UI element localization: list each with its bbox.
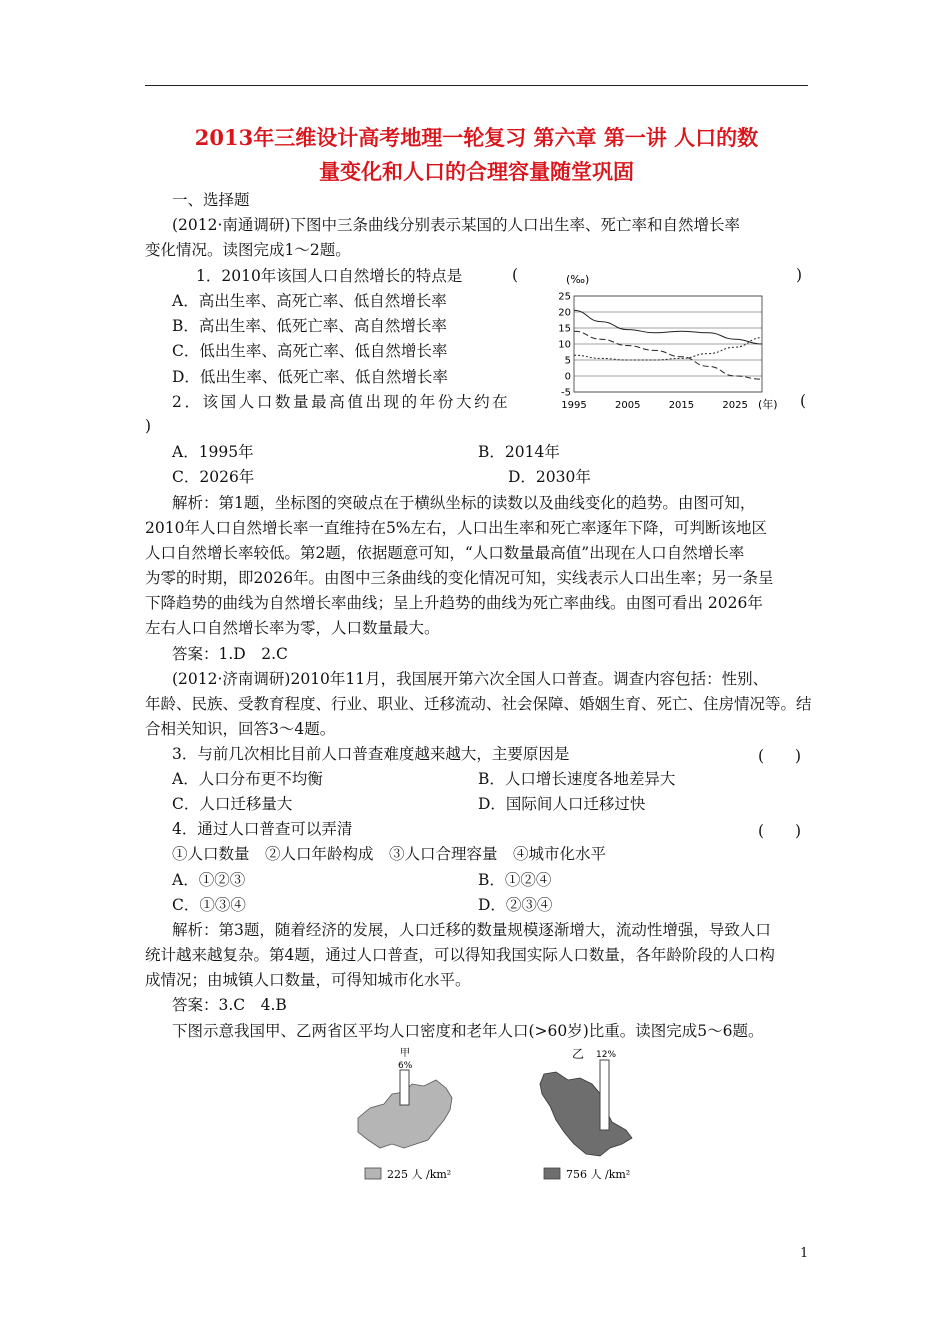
- chart-y-tick-label: 15: [558, 323, 571, 335]
- q34-answer: 答案：3.C 4.B: [172, 996, 287, 1014]
- q2-answer-open: (: [800, 392, 807, 410]
- q12-analysis-3: 人口自然增长率较低。第2题，依据题意可知，“人口数量最高值”出现在人口自然增长率: [145, 544, 745, 562]
- question-1: 1．2010年该国人口自然增长的特点是: [196, 267, 463, 285]
- chart-y-tick-label: -5: [561, 387, 571, 399]
- q12-analysis-2: 2010年人口自然增长率一直维持在5%左右，人口出生率和死亡率逐年下降，可判断该地区: [145, 519, 768, 537]
- chart-grid: [574, 296, 762, 392]
- chart-y-tick-label: 5: [564, 355, 571, 367]
- chart-y-tick-label: 20: [558, 307, 571, 319]
- chart-y-label: (‰): [566, 273, 590, 286]
- province-a-share: 6%: [398, 1061, 413, 1071]
- province-maps-figure: [340, 1040, 660, 1190]
- q3-option-b: B．人口增长速度各地差异大: [478, 770, 676, 788]
- q12-analysis-6: 左右人口自然增长率为零，人口数量最大。: [145, 619, 440, 637]
- q12-analysis-5: 下降趋势的曲线为自然增长率曲线；呈上升趋势的曲线为死亡率曲线。由图可看出 2026年: [145, 594, 763, 612]
- q2-option-a: A．1995年: [172, 443, 254, 461]
- province-b-name: 乙: [572, 1047, 585, 1061]
- province-a-legend-swatch: [365, 1168, 381, 1179]
- chart-y-tick-label: 25: [558, 291, 571, 303]
- chart-series-line: [574, 331, 762, 379]
- q34-analysis-2: 统计越来越复杂。第4题，通过人口普查，可以得知我国实际人口数量，各年龄阶段的人口构: [145, 946, 775, 964]
- header-rule: [145, 85, 808, 86]
- province-a-name: 甲: [400, 1048, 410, 1059]
- q1-option-d: D．低出生率、低死亡率、低自然增长率: [172, 368, 448, 386]
- q12-analysis-4: 为零的时期，即2026年。由图中三条曲线的变化情况可知，实线表示人口出生率；另一条呈: [145, 569, 774, 587]
- q12-intro-1: (2012·南通调研)下图中三条曲线分别表示某国的人口出生率、死亡率和自然增长率: [172, 216, 740, 234]
- q12-intro-2: 变化情况。读图完成1～2题。: [145, 241, 351, 259]
- q34-intro-3: 合相关知识，回答3～4题。: [145, 720, 336, 738]
- province-a-elderly-bar: [400, 1070, 409, 1105]
- birth-death-rate-chart: [540, 266, 803, 416]
- q4-option-b: B．①②④: [478, 871, 552, 889]
- q1-answer-open: (: [512, 266, 519, 284]
- question-2: 2．该国人口数量最高值出现的年份大约在: [172, 393, 511, 411]
- province-b-share: 12%: [596, 1050, 617, 1060]
- chart-y-ticks: [558, 292, 571, 399]
- chart-x-ticks: [561, 400, 748, 411]
- chart-x-label: (年): [758, 398, 778, 411]
- province-b-elderly-bar: [600, 1060, 609, 1130]
- province-b-map: [540, 1072, 632, 1156]
- q12-analysis-1: 解析：第1题，坐标图的突破点在于横纵坐标的读数以及曲线变化的趋势。由图可知，: [172, 494, 756, 512]
- q2-option-d: D．2030年: [508, 468, 591, 486]
- q4-items: ①人口数量 ②人口年龄构成 ③人口合理容量 ④城市化水平: [172, 845, 607, 863]
- q1-option-b: B．高出生率、低死亡率、高自然增长率: [172, 317, 447, 335]
- q2-option-c: C．2026年: [172, 468, 255, 486]
- q34-intro-2: 年龄、民族、受教育程度、行业、职业、迁移流动、社会保障、婚姻生育、死亡、住房情况等。结: [145, 695, 812, 713]
- question-3: 3．与前几次相比目前人口普查难度越来越大，主要原因是: [172, 745, 570, 763]
- q56-intro: 下图示意我国甲、乙两省区平均人口密度和老年人口(>60岁)比重。读图完成5～6题。: [172, 1022, 764, 1040]
- q4-option-c: C．①③④: [172, 896, 246, 914]
- question-4: 4．通过人口普查可以弄清: [172, 820, 353, 838]
- q1-option-a: A．高出生率、高死亡率、低自然增长率: [172, 292, 447, 310]
- q1-option-c: C．低出生率、高死亡率、低自然增长率: [172, 342, 448, 360]
- chart-x-tick-label: 1995: [561, 400, 587, 411]
- q3-answer-paren: ( ): [758, 747, 802, 765]
- chart-x-tick-label: 2025: [722, 400, 748, 411]
- q34-intro-1: (2012·济南调研)2010年11月，我国展开第六次全国人口普查。调查内容包括：性别、: [172, 670, 769, 688]
- chart-y-tick-label: 10: [558, 339, 571, 351]
- q12-answer: 答案：1.D 2.C: [172, 645, 288, 663]
- page-number: 1: [800, 1246, 809, 1261]
- chart-x-tick-label: 2005: [614, 400, 641, 411]
- q4-option-d: D．②③④: [478, 896, 553, 914]
- province-a-density: 225 人 /km²: [387, 1168, 452, 1181]
- chart-series-line: [574, 338, 762, 360]
- q4-option-a: A．①②③: [172, 871, 246, 889]
- title-line-2: 量变化和人口的合理容量随堂巩固: [319, 159, 634, 184]
- q2-option-b: B．2014年: [478, 443, 560, 461]
- q2-answer-close: ): [145, 417, 152, 435]
- chart-y-tick-label: 0: [564, 371, 571, 383]
- province-b-legend-swatch: [544, 1168, 560, 1179]
- q3-option-c: C．人口迁移量大: [172, 795, 293, 813]
- q3-option-d: D．国际间人口迁移过快: [478, 795, 646, 813]
- q34-analysis-1: 解析：第3题，随着经济的发展，人口迁移的数量规模逐渐增大，流动性增强，导致人口: [172, 921, 771, 939]
- q3-option-a: A．人口分布更不均衡: [172, 770, 323, 788]
- q1-answer-close: ): [796, 266, 803, 284]
- chart-series: [574, 310, 762, 379]
- q34-analysis-3: 成情况；由城镇人口数量，可得知城市化水平。: [145, 971, 471, 989]
- q4-answer-paren: ( ): [758, 822, 802, 840]
- section-heading: 一、选择题: [172, 191, 250, 209]
- chart-x-tick-label: 2015: [668, 400, 695, 411]
- title-line-1: 2013年三维设计高考地理一轮复习 第六章 第一讲 人口的数: [194, 125, 759, 150]
- province-b-density: 756 人 /km²: [566, 1168, 631, 1181]
